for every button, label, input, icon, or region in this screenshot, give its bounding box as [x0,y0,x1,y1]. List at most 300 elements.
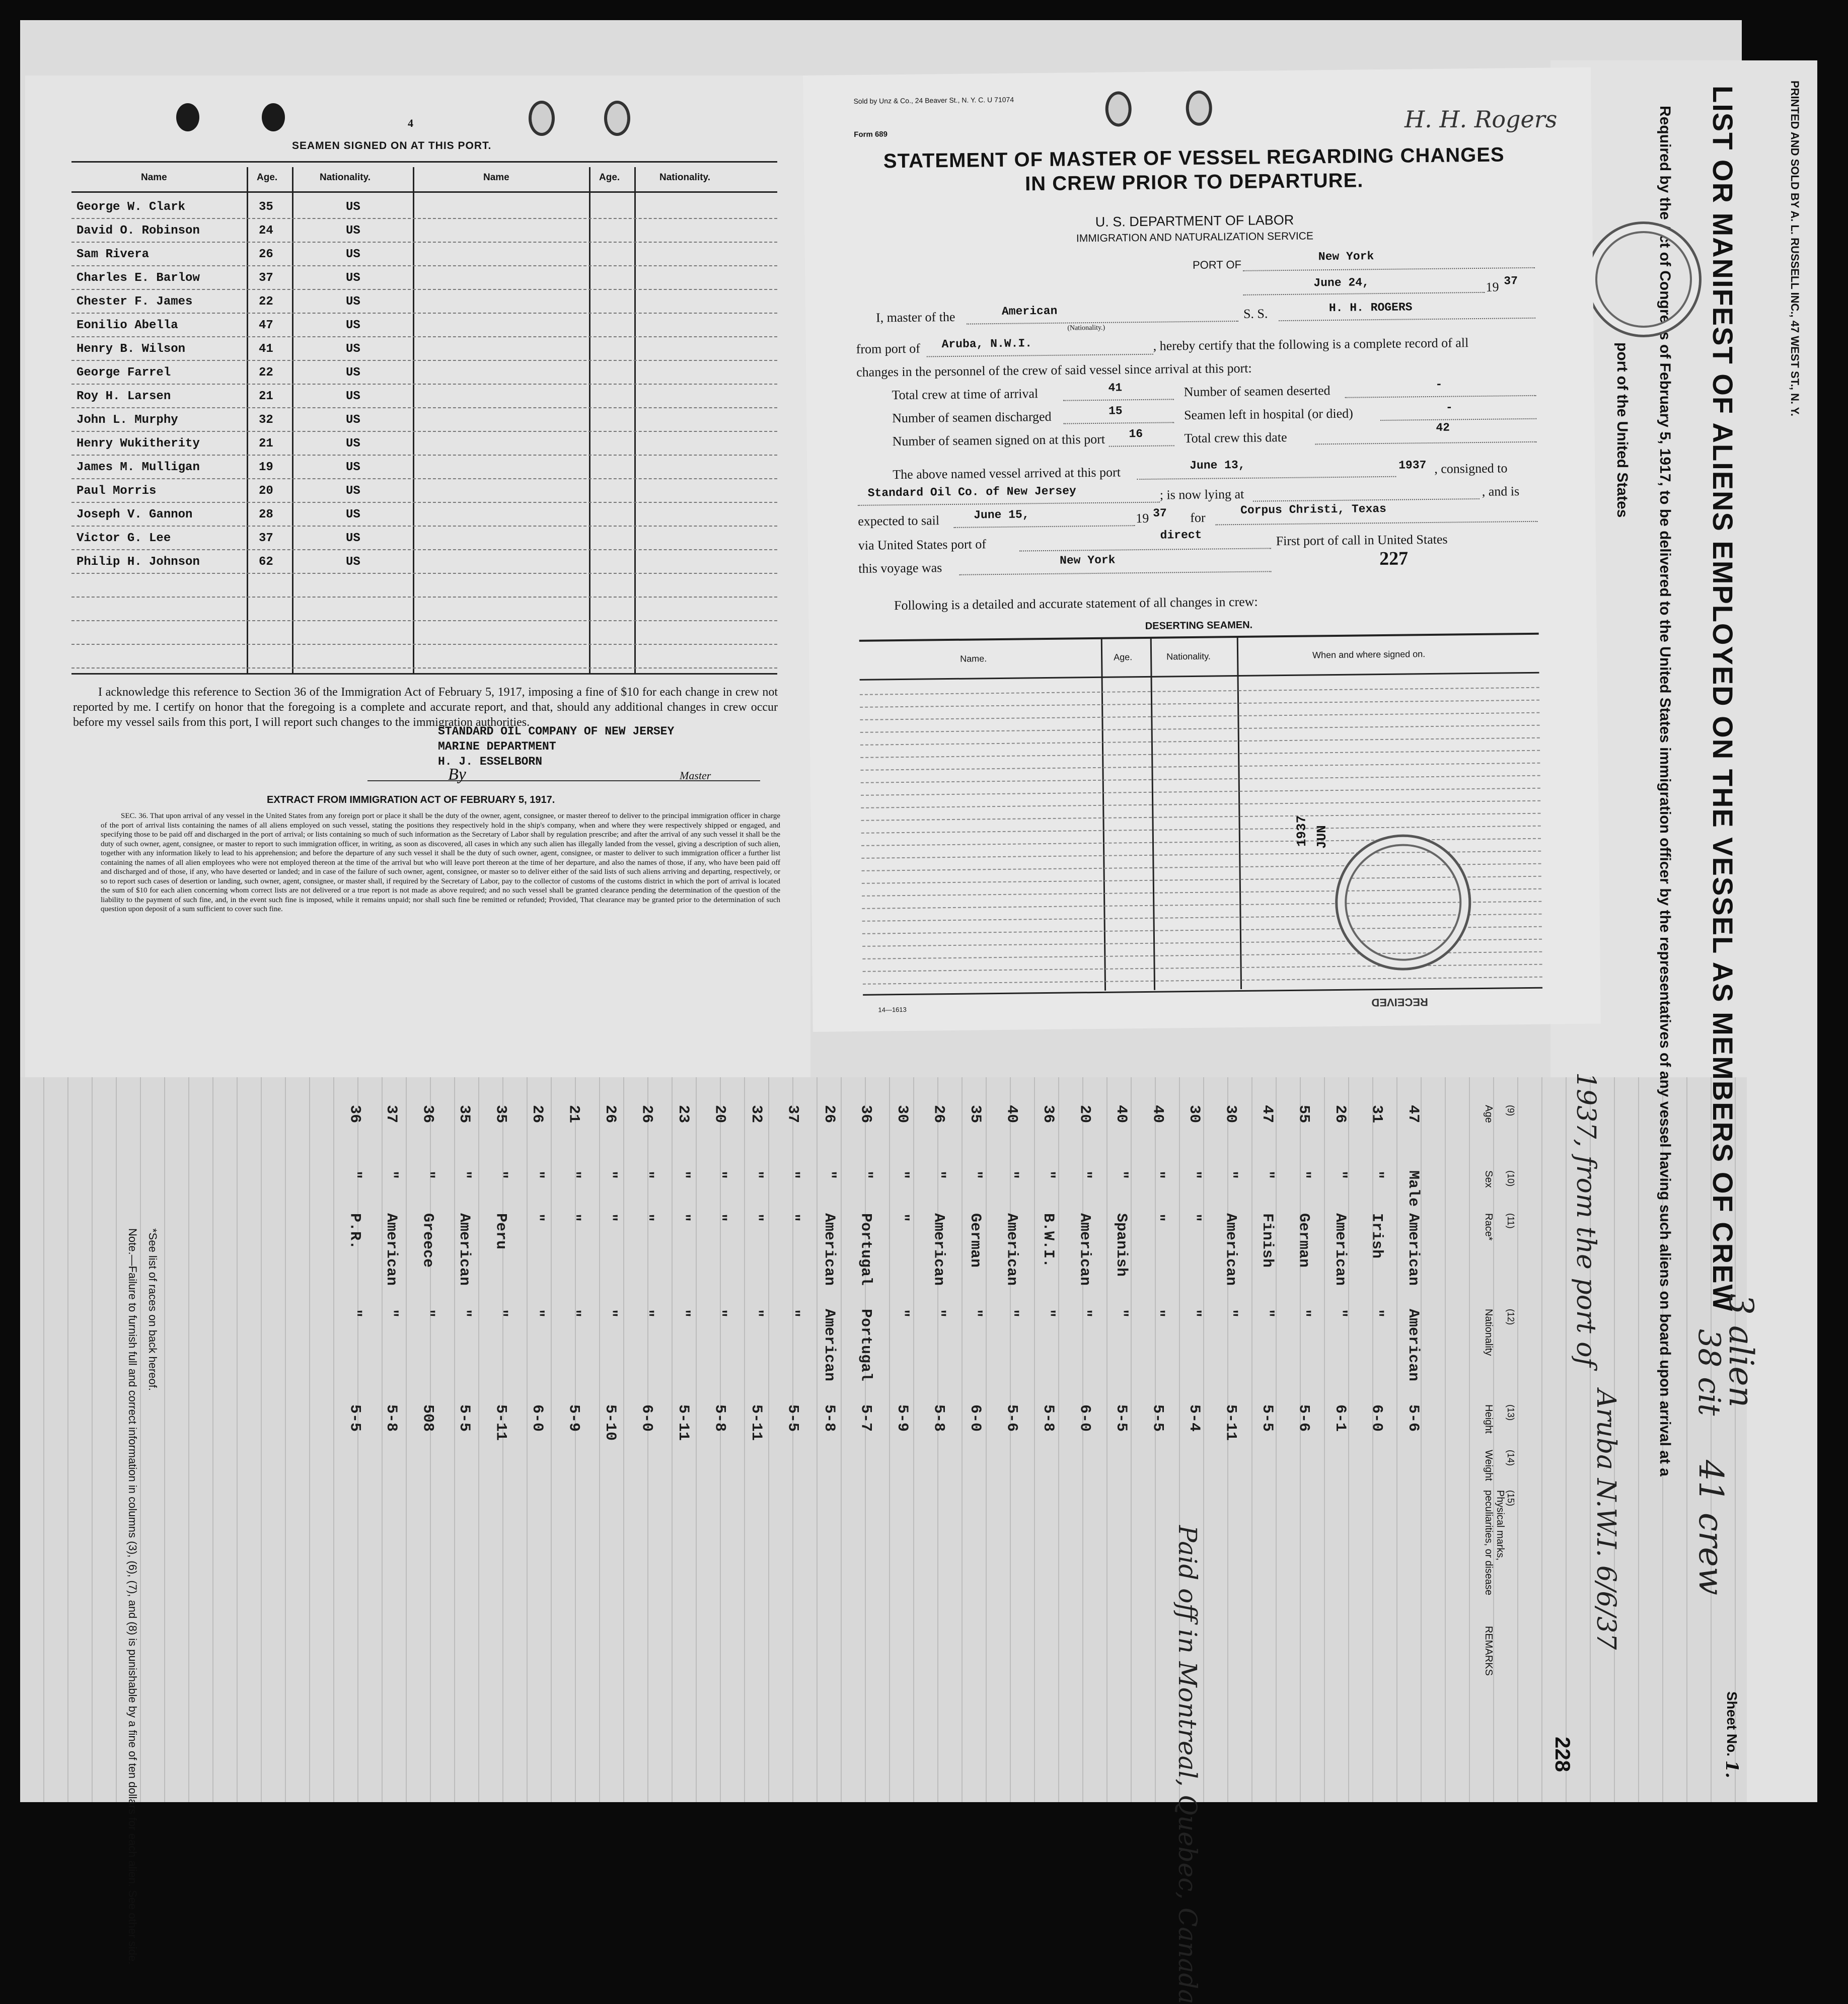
manifest-height: 5-8 [1040,1404,1057,1432]
manifest-nationality: " [638,1309,655,1318]
fill-line [858,502,1160,506]
form-subtitle: IN CREW PRIOR TO DEPARTURE. [1024,169,1364,195]
seaman-nationality: US [346,437,360,451]
seaman-row [71,243,776,266]
manifest-sex: " [529,1170,546,1180]
extract-heading: EXTRACT FROM IMMIGRATION ACT OF FEBRUARY 5, 1917. [267,794,555,805]
manifest-sex: " [456,1170,473,1180]
total-date-label: Total crew this date [1184,429,1287,446]
seaman-age: 21 [259,390,273,403]
manifest-race: German [1295,1213,1312,1268]
handwritten-crew-count: 3 alien [1722,1294,1760,1408]
manifest-height: 5-8 [821,1404,838,1432]
manifest-age: 35 [456,1105,473,1124]
nationality-caption: (Nationality.) [1067,324,1105,332]
seaman-age: 37 [259,271,273,285]
manifest-nationality: " [1040,1309,1057,1318]
marine-department: MARINE DEPARTMENT [438,740,556,753]
manifest-sex: " [711,1170,728,1180]
manifest-age: 20 [1076,1105,1093,1124]
manifest-sex: " [1113,1170,1130,1180]
seaman-row [71,361,776,384]
seaman-row [71,195,776,218]
manifest-col-number: (12) [1506,1309,1516,1325]
manifest-height: 6-0 [529,1404,546,1432]
manifest-nationality: " [1332,1309,1349,1318]
deserting-row-rule [860,763,1540,771]
total-date-value: 42 [1436,421,1450,434]
manifest-sex: " [894,1170,911,1180]
seaman-nationality: US [346,461,360,474]
fill-line [1279,318,1535,321]
port-value: New York [1318,250,1374,264]
seaman-name: David O. Robinson [77,224,200,238]
seaman-nationality: US [346,248,360,261]
manifest-sex: " [638,1170,655,1180]
seaman-age: 24 [259,224,273,238]
footer-code: 14—1613 [878,1005,907,1014]
manifest-race: Finish [1259,1213,1276,1268]
manifest-height: 5-11 [492,1404,509,1441]
master-of-label: I, master of the [875,309,955,325]
manifest-nationality: " [565,1309,582,1318]
fill-line [1243,267,1535,271]
manifest-nationality: " [1149,1309,1166,1318]
manifest-port-of-us: port of the United States [1614,342,1631,518]
for-label: for [1190,510,1206,525]
handwritten-citizen-count: 38 cit [1691,1329,1727,1416]
deserting-table-head-rule [860,672,1539,681]
manifest-race: " [711,1213,728,1223]
stamp-year: 1937 [1294,815,1310,847]
first-port-label: First port of call in United States [1276,532,1448,549]
deserting-row-rule [861,775,1540,783]
fill-line [1243,292,1485,295]
seaman-name: Joseph V. Gannon [77,508,193,522]
seaman-nationality: US [346,200,360,214]
manifest-race: American [383,1213,400,1286]
deserting-table-bottom [863,987,1542,996]
acknowledgement-text: I acknowledge this reference to Section 36 of the Immigration Act of February 5, 1917, imposing a fine of $10 for each change in crew not reported by me. I certify on honor that the foregoing is a complete and accurate report, and that, should any additional changes in crew occur before my vessel sails from this port, I will report such changes to the immigration authorities. [73,686,778,729]
col-header-name: Name [141,172,167,183]
manifest-nationality: " [383,1309,400,1318]
manifest-nationality: " [456,1309,473,1318]
manifest-col-number: (15) [1506,1490,1516,1507]
port-label: PORT OF [1192,258,1242,271]
manifest-col-name: Age [1483,1105,1494,1123]
sail-year: 37 [1153,506,1167,520]
manifest-age: 30 [1186,1105,1203,1124]
consigned-label: , consigned to [1434,461,1508,476]
manifest-age: 26 [1332,1105,1349,1124]
manifest-race: American [456,1213,473,1286]
arrived-label: The above named vessel arrived at this port [893,465,1121,482]
fill-line [1215,521,1537,526]
seaman-row [71,290,776,313]
seaman-name: George Farrel [77,366,171,380]
seaman-nationality: US [346,319,360,332]
arrived-year: 1937 [1398,459,1427,472]
manifest-age: 40 [1149,1105,1166,1124]
manifest-age: 23 [675,1105,692,1124]
deserting-row-rule [860,725,1540,733]
manifest-race: " [1149,1213,1166,1223]
seaman-name: Eonilio Abella [77,319,178,332]
certify-text: , hereby certify that the following is a complete record of all [1153,335,1469,353]
manifest-age: 20 [711,1105,728,1124]
manifest-age: 40 [1003,1105,1020,1124]
manifest-sex: " [967,1170,984,1180]
manifest-race: American [930,1213,947,1286]
manifest-age: 35 [492,1105,509,1124]
seaman-row [71,503,776,526]
manifest-height: 5-5 [346,1404,363,1432]
and-is-label: , and is [1482,484,1520,499]
punch-hole [262,103,285,131]
deserting-col-when-where: When and where signed on. [1312,649,1426,660]
manifest-footnote-note: Note.—Failure to furnish full and correct information in columns (3), (6), (7), and (8) is punishable by a fine of ten dollars for each alien. See other side. [126,1228,139,1965]
seaman-row [71,314,776,337]
deserting-row-rule [863,977,1542,985]
fill-line [1315,441,1537,445]
department-name: U. S. DEPARTMENT OF LABOR [1095,212,1294,230]
manifest-nationality: " [492,1309,509,1318]
table-rule [71,191,777,193]
seaman-age: 22 [259,366,273,380]
manifest-nationality: " [675,1309,692,1318]
manifest-height: 5-7 [857,1404,874,1432]
manifest-age: 36 [1040,1105,1057,1124]
discharged-value: 15 [1108,404,1123,418]
manifest-height: 508 [419,1404,436,1432]
manifest-col-name: Nationality [1483,1309,1494,1356]
handwritten-vessel-name: H. H. Rogers [1405,106,1558,133]
fill-line [1109,445,1174,447]
seaman-name: Henry B. Wilson [77,342,186,356]
seller-note: Sold by Unz & Co., 24 Beaver St., N. Y. C. U 71074 [853,95,1014,105]
manifest-race: American [1003,1213,1020,1286]
seaman-nationality: US [346,366,360,380]
manifest-age: 35 [967,1105,984,1124]
seaman-row [71,550,776,573]
manifest-race: German [967,1213,984,1268]
manifest-race: " [784,1213,801,1223]
manifest-sex: " [930,1170,947,1180]
seaman-age: 28 [259,508,273,522]
stamp-month: JUN [1314,825,1330,849]
manifest-height: 5-9 [565,1404,582,1432]
manifest-race: Peru [492,1213,509,1250]
manifest-col-number: (9) [1506,1105,1516,1116]
manifest-required-text: Required by the Act of Congress of February 5, 1917, to be delivered to the United States immigration officer by the representatives of any vessel having such aliens on board upon arrival at a [1657,106,1673,1476]
handwritten-year-port: 1937, from the port of [1571,1072,1601,1367]
manifest-height: 5-6 [1405,1404,1422,1432]
seaman-row [71,266,776,289]
manifest-nationality: Portugal [857,1309,874,1382]
row-rule [71,667,777,669]
manifest-nationality: " [1113,1309,1130,1318]
manifest-nationality: " [748,1309,765,1318]
row-rule [71,573,777,574]
manifest-sex: " [383,1170,400,1180]
deserting-row-rule [861,788,1540,796]
fill-line [1063,399,1174,401]
signer-name: H. J. ESSELBORN [438,755,543,768]
deserting-row-rule [861,826,1541,834]
seaman-name: Chester F. James [77,295,193,309]
seaman-row [71,479,776,502]
manifest-height: 6-0 [1368,1404,1385,1432]
manifest-sex: " [675,1170,692,1180]
manifest-sex: " [1332,1170,1349,1180]
voyage-value: New York [1059,553,1116,567]
seaman-nationality: US [346,295,360,309]
manifest-age: 26 [638,1105,655,1124]
manifest-race: " [529,1213,546,1223]
manifest-age: 37 [383,1105,400,1124]
seaman-name: George W. Clark [77,200,186,214]
handwritten-aruba-date: Aruba N.W.I. 6/6/37 [1591,1389,1621,1650]
extract-text: SEC. 36. That upon arrival of any vessel in the United States from any foreign port or place it shall be the duty of the owner, agent, consignee, or master thereof to deliver to the principal immigration officer in charge of the port of arrival lists containing the names of all aliens employed on such vessel, stating the positions they respectively hold in the ship's company, when and where they were respectively shipped or engaged, and specifying those to be paid off and discharged in the port of arrival; or lists containing so much of such information as the Secretary of Labor shall by regulation prescribe; and after the arrival of any such vessel it shall be the duty of such owner, agent, consignee, or master to report to such immigration officer, in writing, as soon as discovered, all cases in which any such alien has illegally landed from the vessel, giving a description of such alien, together with any information likely to lead to his apprehension; and before the departure of any such vessel it shall be the duty of such owner, agent, consignee, or master to deliver to such immigration officer a further list containing the names of all alien employees who were not employed thereon at the time of the arrival but who will leave port thereon at the time of her departure, and also the names of those, if any, who have been paid off and discharged and of those, if any, who have deserted or landed; and in case of the failure of such owner, agent, consignee, or master so to deliver either of the said lists of such aliens arriving and departing, respectively, or so to report such cases of desertion or landing, such owner, agent, consignee, or master shall, if required by the Secretary of Labor, pay to the collector of customs of the customs district in which the port of arrival is located the sum of $10 for each alien concerning whom correct lists are not delivered or a true report is not made as above required; and no such vessel shall be granted clearance pending the determination of the question of the liability to the payment of such fine, and, in the event such fine is imposed, while it remains unpaid; nor shall such fine be remitted or refunded; Provided, That clearance may be granted prior to the determination of such question upon deposit of a sum sufficient to cover such fine. [101,812,780,913]
manifest-height: 5-6 [1295,1404,1312,1432]
manifest-race: " [602,1213,619,1223]
company-name: STANDARD OIL COMPANY OF NEW JERSEY [438,725,675,738]
manifest-page-stamp: 228 [1551,1737,1575,1772]
arrived-date: June 13, [1190,458,1245,472]
manifest-nationality: " [602,1309,619,1318]
manifest-sex: " [1149,1170,1166,1180]
manifest-race: " [638,1213,655,1223]
manifest-height: 5-11 [1222,1404,1239,1441]
manifest-nationality: " [894,1309,911,1318]
manifest-nationality: " [1003,1309,1020,1318]
seamen-signed-on-page [25,76,810,1077]
manifest-col-number: (11) [1506,1213,1516,1229]
fill-line [1019,548,1271,551]
col-header-name-2: Name [483,172,509,183]
deserting-row-rule [861,813,1540,821]
seaman-age: 41 [259,342,273,356]
handwritten-crew-total: 41 crew [1691,1460,1730,1596]
deserting-col-name: Name. [960,653,987,664]
consulate-seal [1586,221,1702,337]
sail-date: June 15, [974,508,1029,522]
seaman-age: 22 [259,295,273,309]
deserted-label: Number of seamen deserted [1184,383,1330,400]
manifest-height: 5-8 [383,1404,400,1432]
vessel-nationality: American [1001,304,1058,318]
manifest-nationality: " [529,1309,546,1318]
changes-text: changes in the personnel of the crew of said vessel since arrival at this port: [856,360,1252,380]
seaman-age: 32 [259,413,273,427]
seaman-age: 47 [259,319,273,332]
fill-line [1253,498,1480,502]
deserting-row-rule [860,750,1540,758]
total-arrival-label: Total crew at time of arrival [892,386,1039,403]
manifest-race: American [1405,1213,1422,1286]
manifest-race: Irish [1368,1213,1385,1259]
seaman-age: 26 [259,248,273,261]
manifest-col-name: Height [1483,1404,1494,1434]
manifest-age: 47 [1259,1105,1276,1124]
fill-line [1137,476,1396,480]
table-rule [71,161,777,163]
manifest-nationality: " [419,1309,436,1318]
year-prefix: 19 [1486,279,1499,294]
manifest-age: 47 [1405,1105,1422,1124]
seaman-row [71,456,776,479]
manifest-race: Greece [419,1213,436,1268]
manifest-col-name: Sex [1483,1170,1494,1188]
manifest-race: " [1186,1213,1203,1223]
punch-hole [176,103,199,131]
form-title: STATEMENT OF MASTER OF VESSEL REGARDING CHANGES [883,143,1505,173]
manifest-age: 36 [419,1105,436,1124]
stamp-received-text: RECEIVED [1371,996,1428,1009]
manifest-sex: " [857,1170,874,1180]
via-value: direct [1160,528,1202,542]
seaman-age: 21 [259,437,273,451]
manifest-nationality: American [821,1309,838,1382]
seamen-signed-heading: SEAMEN SIGNED ON AT THIS PORT. [292,140,492,152]
manifest-height: 5-5 [784,1404,801,1432]
date-value: June 24, [1313,276,1369,290]
fill-line [959,571,1271,575]
deserting-row-rule [860,737,1540,746]
seaman-row [71,432,776,455]
manifest-height: 6-0 [1076,1404,1093,1432]
voyage-label: this voyage was [858,560,942,576]
manifest-sex: " [1186,1170,1203,1180]
manifest-nationality: " [1259,1309,1276,1318]
manifest-race: " [748,1213,765,1223]
punch-hole [1105,91,1132,127]
ss-label: S. S. [1243,306,1268,321]
seaman-name: James M. Mulligan [77,461,200,474]
seaman-name: Philip H. Johnson [77,555,200,569]
form-689-page [803,67,1601,1032]
manifest-sex: " [419,1170,436,1180]
seaman-nationality: US [346,484,360,498]
manifest-sex: " [1076,1170,1093,1180]
manifest-sex: " [1295,1170,1312,1180]
manifest-height: 5-5 [456,1404,473,1432]
seaman-row [71,219,776,242]
manifest-nationality: " [967,1309,984,1318]
seaman-nationality: US [346,508,360,522]
manifest-race: " [675,1213,692,1223]
lying-label: ; is now lying at [1159,486,1244,502]
deserting-heading: DESERTING SEAMEN. [1145,619,1253,632]
manifest-age: 40 [1113,1105,1130,1124]
manifest-sex: Male [1405,1170,1422,1207]
manifest-age: 26 [930,1105,947,1124]
manifest-nationality: " [1076,1309,1093,1318]
row-rule [71,644,777,645]
manifest-col-number: (14) [1506,1450,1516,1466]
manifest-race: Spanish [1113,1213,1130,1277]
seaman-nationality: US [346,342,360,356]
row-rule [71,620,777,621]
manifest-age: 37 [784,1105,801,1124]
from-port-label: from port of [856,341,920,356]
discharged-label: Number of seamen discharged [892,409,1052,426]
manifest-printer: PRINTED AND SOLD BY A. L. RUSSELL INC., 47 WEST ST., N. Y. [1789,81,1801,417]
manifest-sex: " [784,1170,801,1180]
manifest-height: 5-6 [1003,1404,1020,1432]
deserting-row-rule [860,687,1539,695]
manifest-race: B.W.I. [1040,1213,1057,1268]
seaman-name: Roy H. Larsen [77,390,171,403]
table-rule [71,673,777,675]
seaman-age: 37 [259,532,273,545]
manifest-race: " [894,1213,911,1223]
manifest-sex: " [1259,1170,1276,1180]
punch-hole [529,101,555,136]
manifest-height: 5-9 [894,1404,911,1432]
fill-line [927,354,1153,357]
manifest-sex: " [1222,1170,1239,1180]
manifest-race: American [821,1213,838,1286]
col-header-age: Age. [257,172,278,183]
manifest-sex: " [565,1170,582,1180]
seaman-row [71,385,776,408]
manifest-height: 6-1 [1332,1404,1349,1432]
manifest-height: 6-0 [638,1404,655,1432]
deserting-row-rule [863,964,1542,972]
manifest-sex: " [492,1170,509,1180]
page-number: 4 [408,117,414,129]
deserting-col-nationality: Nationality. [1166,651,1211,662]
seaman-nationality: US [346,555,360,569]
manifest-age: 55 [1295,1105,1312,1124]
punch-hole [604,101,630,136]
manifest-nationality: " [1368,1309,1385,1318]
manifest-age: 26 [602,1105,619,1124]
manifest-age: 30 [894,1105,911,1124]
seaman-nationality: US [346,413,360,427]
manifest-age: 26 [821,1105,838,1124]
total-arrival-value: 41 [1108,381,1123,395]
manifest-height: 5-8 [711,1404,728,1432]
service-name: IMMIGRATION AND NATURALIZATION SERVICE [1076,230,1314,245]
deserting-col-age: Age. [1114,652,1133,662]
manifest-race: P.R. [346,1213,363,1250]
manifest-nationality: " [711,1309,728,1318]
manifest-title: LIST OR MANIFEST OF ALIENS EMPLOYED ON THE VESSEL AS MEMBERS OF CREW [1707,86,1739,1312]
manifest-age: 36 [346,1105,363,1124]
col-header-age-2: Age. [599,172,620,183]
fill-line [953,525,1135,528]
deserting-row-rule [861,800,1540,808]
seaman-name: Victor G. Lee [77,532,171,545]
via-label: via United States port of [858,537,987,553]
manifest-age: 36 [857,1105,874,1124]
deserting-row-rule [860,712,1539,720]
manifest-nationality: " [930,1309,947,1318]
manifest-race: American [1332,1213,1349,1286]
manifest-sex: " [602,1170,619,1180]
col-header-nationality-2: Nationality. [659,172,710,183]
manifest-age: 21 [565,1105,582,1124]
manifest-sex: " [346,1170,363,1180]
seaman-nationality: US [346,532,360,545]
sail-year-prefix: 19 [1136,510,1149,526]
seaman-name: Charles E. Barlow [77,271,200,285]
fill-line [1380,418,1536,421]
manifest-height: 5-5 [1113,1404,1130,1432]
seaman-age: 20 [259,484,273,498]
